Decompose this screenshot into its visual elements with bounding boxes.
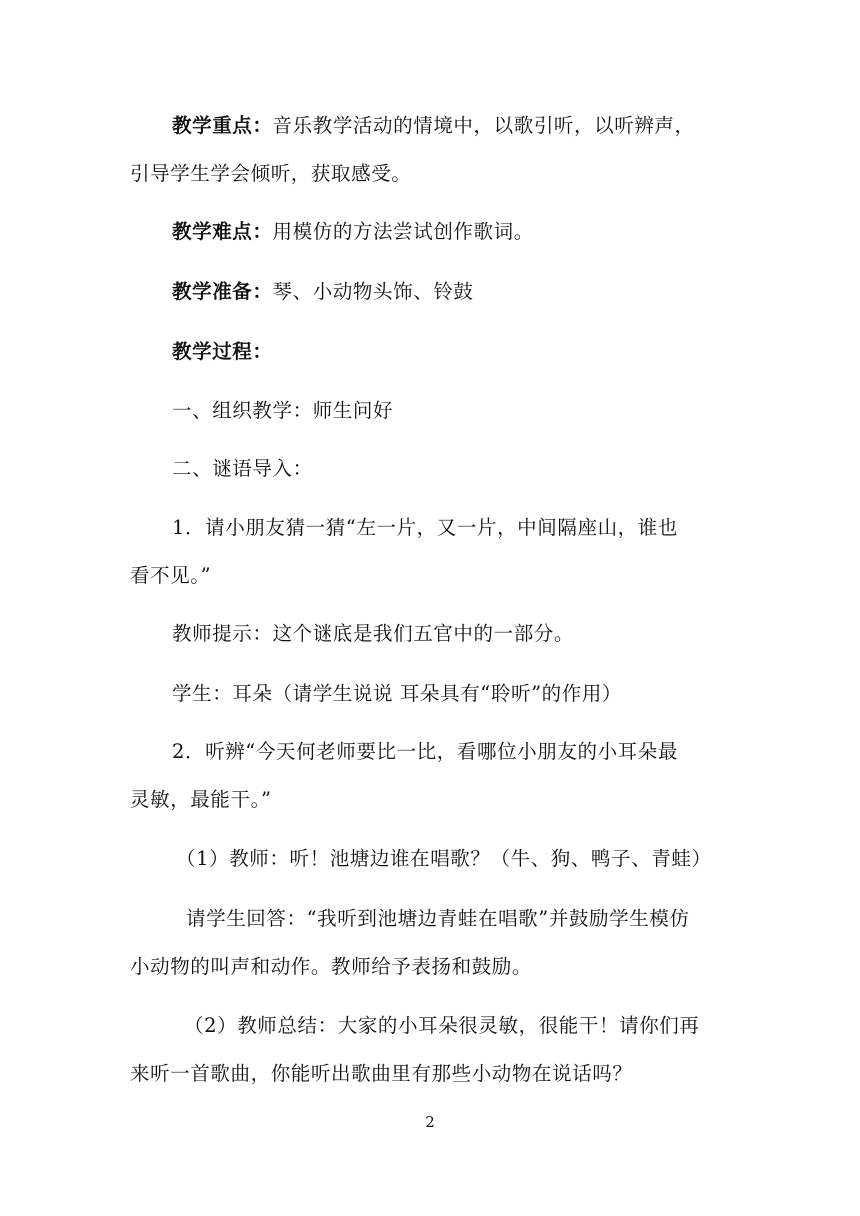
listening-item-2: 2．听辨“今天何老师要比一比，看哪位小朋友的小耳朵最 <box>172 740 678 763</box>
teaching-focus-line <box>172 112 772 140</box>
sub-item-2-continuation: 来听一首歌曲，你能听出歌曲里有那些小动物在说话吗？ <box>130 1062 633 1085</box>
teaching-prep-label: 教学准备： <box>172 280 273 303</box>
teaching-focus-label: 教学重点： <box>172 114 273 137</box>
teaching-prep-text: 琴、小动物头饰、铃鼓 <box>272 280 474 303</box>
step-two-riddle: 二、谜语导入： <box>172 457 313 480</box>
step-one-organize: 一、组织教学：师生问好 <box>172 399 394 422</box>
teaching-difficulty-label: 教学难点： <box>172 220 273 243</box>
teaching-prep-line <box>172 278 772 306</box>
teaching-focus-text: 音乐教学活动的情境中，以歌引听，以听辨声， <box>272 114 695 137</box>
listening-item-2-continuation: 灵敏，最能干。” <box>130 788 272 811</box>
riddle-item-1: 1．请小朋友猜一猜“左一片，又一片，中间隔座山，谁也 <box>172 516 678 539</box>
teacher-hint: 教师提示：这个谜底是我们五官中的一部分。 <box>172 622 575 645</box>
page-number: 2 <box>425 1113 435 1131</box>
sub-item-2-summary: （2）教师总结：大家的小耳朵很灵敏，很能干！请你们再 <box>184 1014 700 1037</box>
riddle-item-1-continuation: 看不见。” <box>130 564 212 587</box>
sub-item-1-teacher: （1）教师：听！池塘边谁在唱歌？（牛、狗、鸭子、青蛙） <box>176 847 712 870</box>
teaching-difficulty-line <box>172 218 772 246</box>
teaching-difficulty-text: 用模仿的方法尝试创作歌词。 <box>272 220 534 243</box>
student-response: 请学生回答：“我听到池塘边青蛙在唱歌”并鼓励学生模仿 <box>186 907 690 930</box>
student-response-continuation: 小动物的叫声和动作。教师给予表扬和鼓励。 <box>130 955 533 978</box>
teaching-focus-continuation: 引导学生学会倾听，获取感受。 <box>130 162 412 185</box>
student-answer: 学生：耳朵（请学生说说 耳朵具有“聆听”的作用） <box>172 682 623 705</box>
teaching-process-heading: 教学过程： <box>172 340 273 363</box>
